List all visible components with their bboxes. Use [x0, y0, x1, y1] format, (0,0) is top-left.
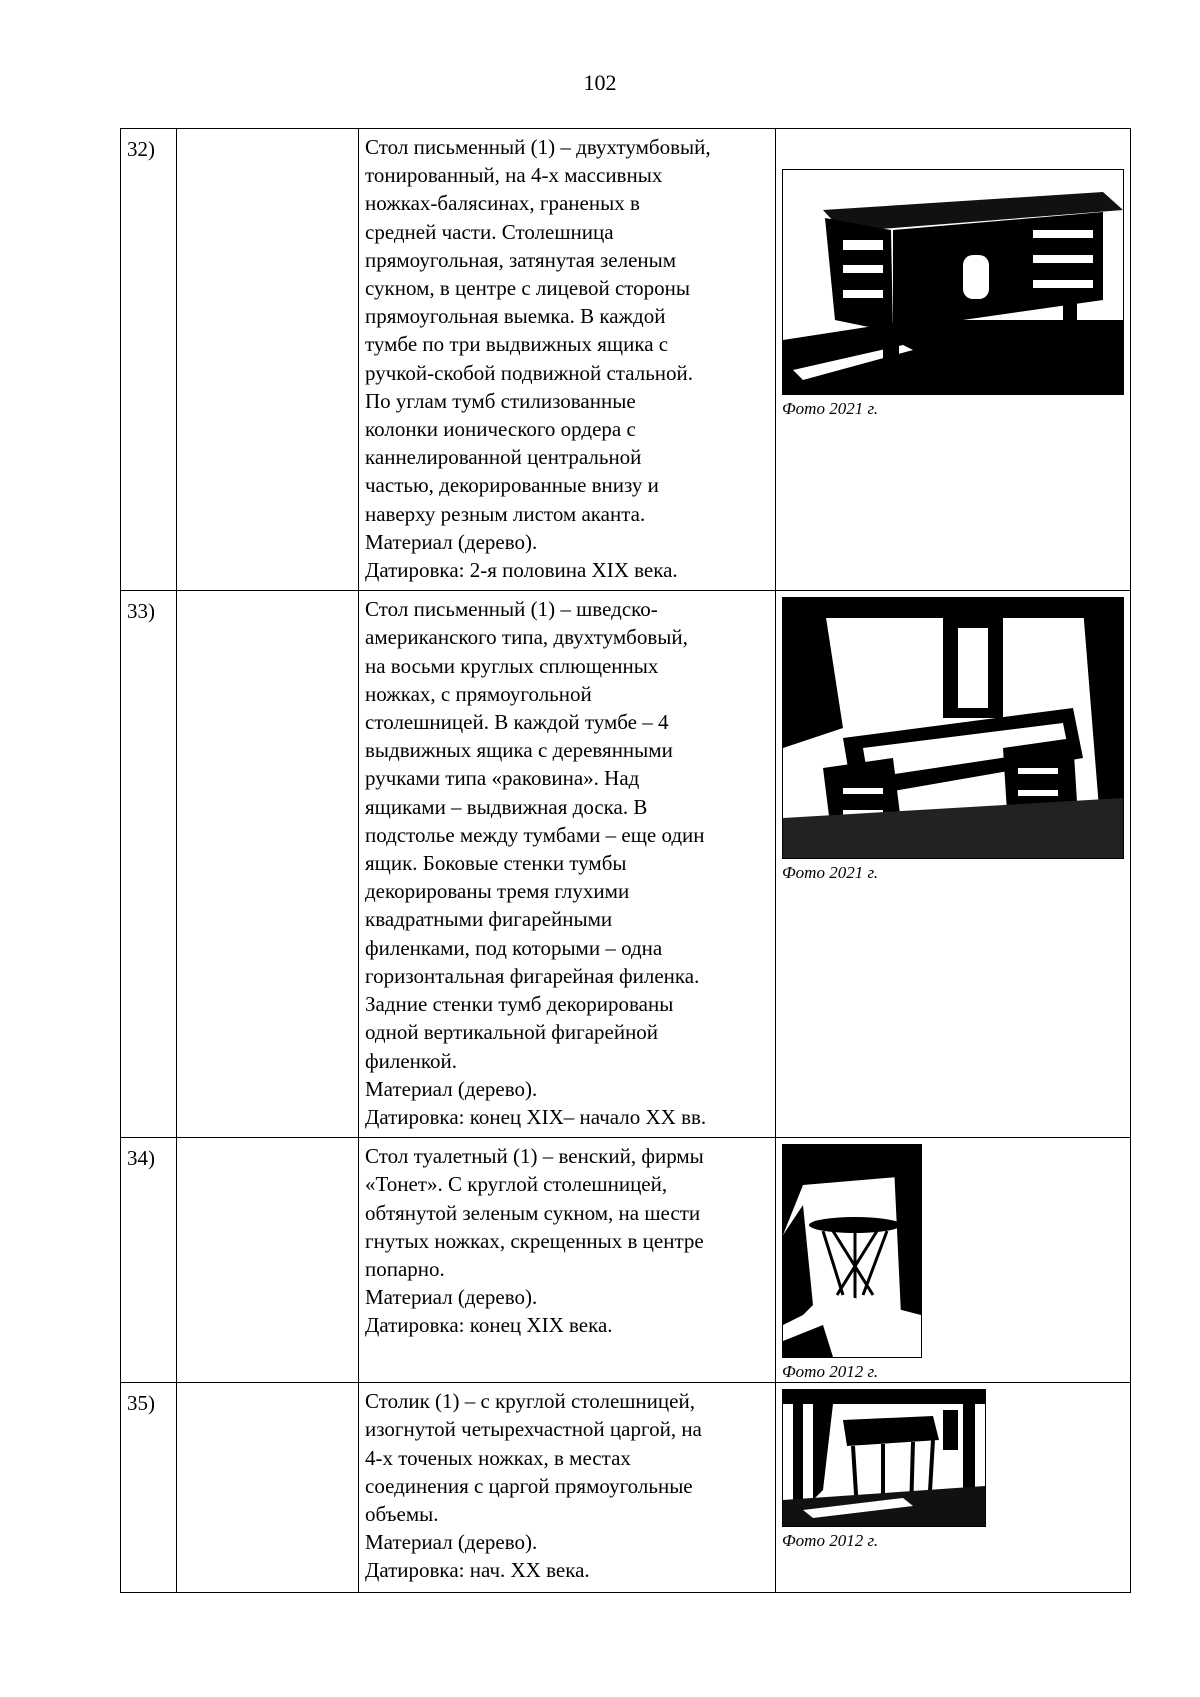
desk-photo-image	[783, 598, 1123, 858]
description-line: филенкой.	[365, 1048, 458, 1073]
description-line: Материал (дерево).	[365, 529, 538, 554]
item-description	[359, 129, 775, 590]
description-cell	[359, 591, 776, 1138]
item-description	[359, 1138, 775, 1345]
description-line: Датировка: нач. XX века.	[365, 1558, 590, 1583]
description-line: выдвижных ящика с деревянными	[365, 738, 673, 763]
description-line: подстолье между тумбами – еще один	[365, 822, 705, 847]
description-line: ручками типа «раковина». Над	[365, 766, 640, 791]
item-number-cell	[121, 1383, 177, 1593]
description-line: «Тонет». С круглой столешницей,	[365, 1172, 668, 1197]
table-photo	[782, 1144, 922, 1358]
description-line: Датировка: конец XIX– начало XX вв.	[365, 1104, 707, 1129]
description-line: сукном, в центре с лицевой стороны	[365, 276, 691, 301]
table-photo-image	[783, 1145, 921, 1357]
empty-cell	[177, 1383, 359, 1593]
description-line: Материал (дерево).	[365, 1285, 538, 1310]
description-line: частью, декорированные внизу и	[365, 473, 659, 498]
description-cell	[359, 129, 776, 591]
photo-cell	[776, 1138, 1131, 1383]
description-line: Стол туалетный (1) – венский, фирмы	[365, 1144, 704, 1169]
description-line: декорированы тремя глухими	[365, 879, 630, 904]
description-line: ножках-балясинах, граненых в	[365, 191, 640, 216]
description-line: Датировка: конец XIX века.	[365, 1313, 613, 1338]
photo-caption: Фото 2012 г.	[782, 1362, 879, 1382]
photo-caption: Фото 2021 г.	[782, 399, 879, 418]
table-row	[121, 591, 1131, 1138]
table-row	[121, 1138, 1131, 1383]
description-line: наверху резным листом аканта.	[365, 501, 646, 526]
description-line: горизонтальная фигарейная филенка.	[365, 963, 700, 988]
description-line: гнутых ножках, скрещенных в центре	[365, 1228, 704, 1253]
empty-cell	[177, 129, 359, 591]
table-row	[121, 129, 1131, 591]
item-number: 34)	[127, 1146, 155, 1171]
description-line: обтянутой зеленым сукном, на шести	[365, 1200, 701, 1225]
description-line: попарно.	[365, 1256, 445, 1281]
item-number-cell	[121, 129, 177, 591]
description-line: тумбе по три выдвижных ящика с	[365, 332, 669, 357]
description-line: филенками, под которыми – одна	[365, 935, 663, 960]
description-line: столешницей. В каждой тумбе – 4	[365, 710, 669, 735]
desk-photo	[782, 169, 1124, 395]
empty-cell	[177, 1138, 359, 1383]
description-cell	[359, 1383, 776, 1593]
description-line: средней части. Столешница	[365, 219, 614, 244]
inventory-table	[120, 128, 1131, 1593]
description-line: Материал (дерево).	[365, 1530, 538, 1555]
description-line: прямоугольная выемка. В каждой	[365, 304, 666, 329]
description-line: колонки ионического ордера с	[365, 417, 636, 442]
item-number-cell	[121, 591, 177, 1138]
description-line: По углам тумб стилизованные	[365, 388, 636, 413]
side-table-photo-image	[783, 1390, 985, 1526]
photo-cell	[776, 1383, 1131, 1593]
item-number: 33)	[127, 599, 155, 624]
item-number: 32)	[127, 137, 155, 161]
item-description	[359, 1383, 775, 1590]
item-description	[359, 591, 775, 1137]
description-line: каннелированной центральной	[365, 445, 642, 470]
photo-caption: Фото 2021 г.	[782, 863, 879, 883]
description-line: квадратными фигарейными	[365, 907, 613, 932]
description-cell	[359, 1138, 776, 1383]
photo-cell	[776, 129, 1131, 591]
description-line: американского типа, двухтумбовый,	[365, 625, 688, 650]
description-line: прямоугольная, затянутая зеленым	[365, 247, 677, 272]
photo-cell	[776, 591, 1131, 1138]
table-row	[121, 1383, 1131, 1593]
description-line: 4-х точеных ножках, в местах	[365, 1445, 631, 1470]
description-line: ящиками – выдвижная доска. В	[365, 794, 648, 819]
photo-caption: Фото 2012 г.	[782, 1531, 879, 1551]
description-line: Стол письменный (1) – шведско-	[365, 597, 658, 622]
description-line: на восьми круглых сплющенных	[365, 653, 659, 678]
description-line: ручкой-скобой подвижной стальной.	[365, 360, 694, 385]
description-line: ножках, с прямоугольной	[365, 681, 592, 706]
item-number-cell	[121, 1138, 177, 1383]
item-number: 35)	[127, 1391, 155, 1416]
description-line: ящик. Боковые стенки тумбы	[365, 851, 627, 876]
description-line: Стол письменный (1) – двухтумбовый,	[365, 135, 711, 159]
description-line: тонированный, на 4-х массивных	[365, 163, 663, 188]
description-line: Столик (1) – с круглой столешницей,	[365, 1389, 695, 1414]
description-line: объемы.	[365, 1501, 439, 1526]
desk-photo	[782, 597, 1124, 859]
empty-cell	[177, 591, 359, 1138]
desk-photo-image	[783, 170, 1123, 394]
page-number: 102	[583, 70, 617, 95]
description-line: соединения с царгой прямоугольные	[365, 1473, 693, 1498]
side-table-photo	[782, 1389, 986, 1527]
description-line: Датировка: 2-я половина XIX века.	[365, 558, 678, 583]
description-line: Задние стенки тумб декорированы	[365, 992, 674, 1017]
description-line: Материал (дерево).	[365, 1076, 538, 1101]
description-line: изогнутой четырехчастной царгой, на	[365, 1417, 702, 1442]
description-line: одной вертикальной фигарейной	[365, 1020, 659, 1045]
